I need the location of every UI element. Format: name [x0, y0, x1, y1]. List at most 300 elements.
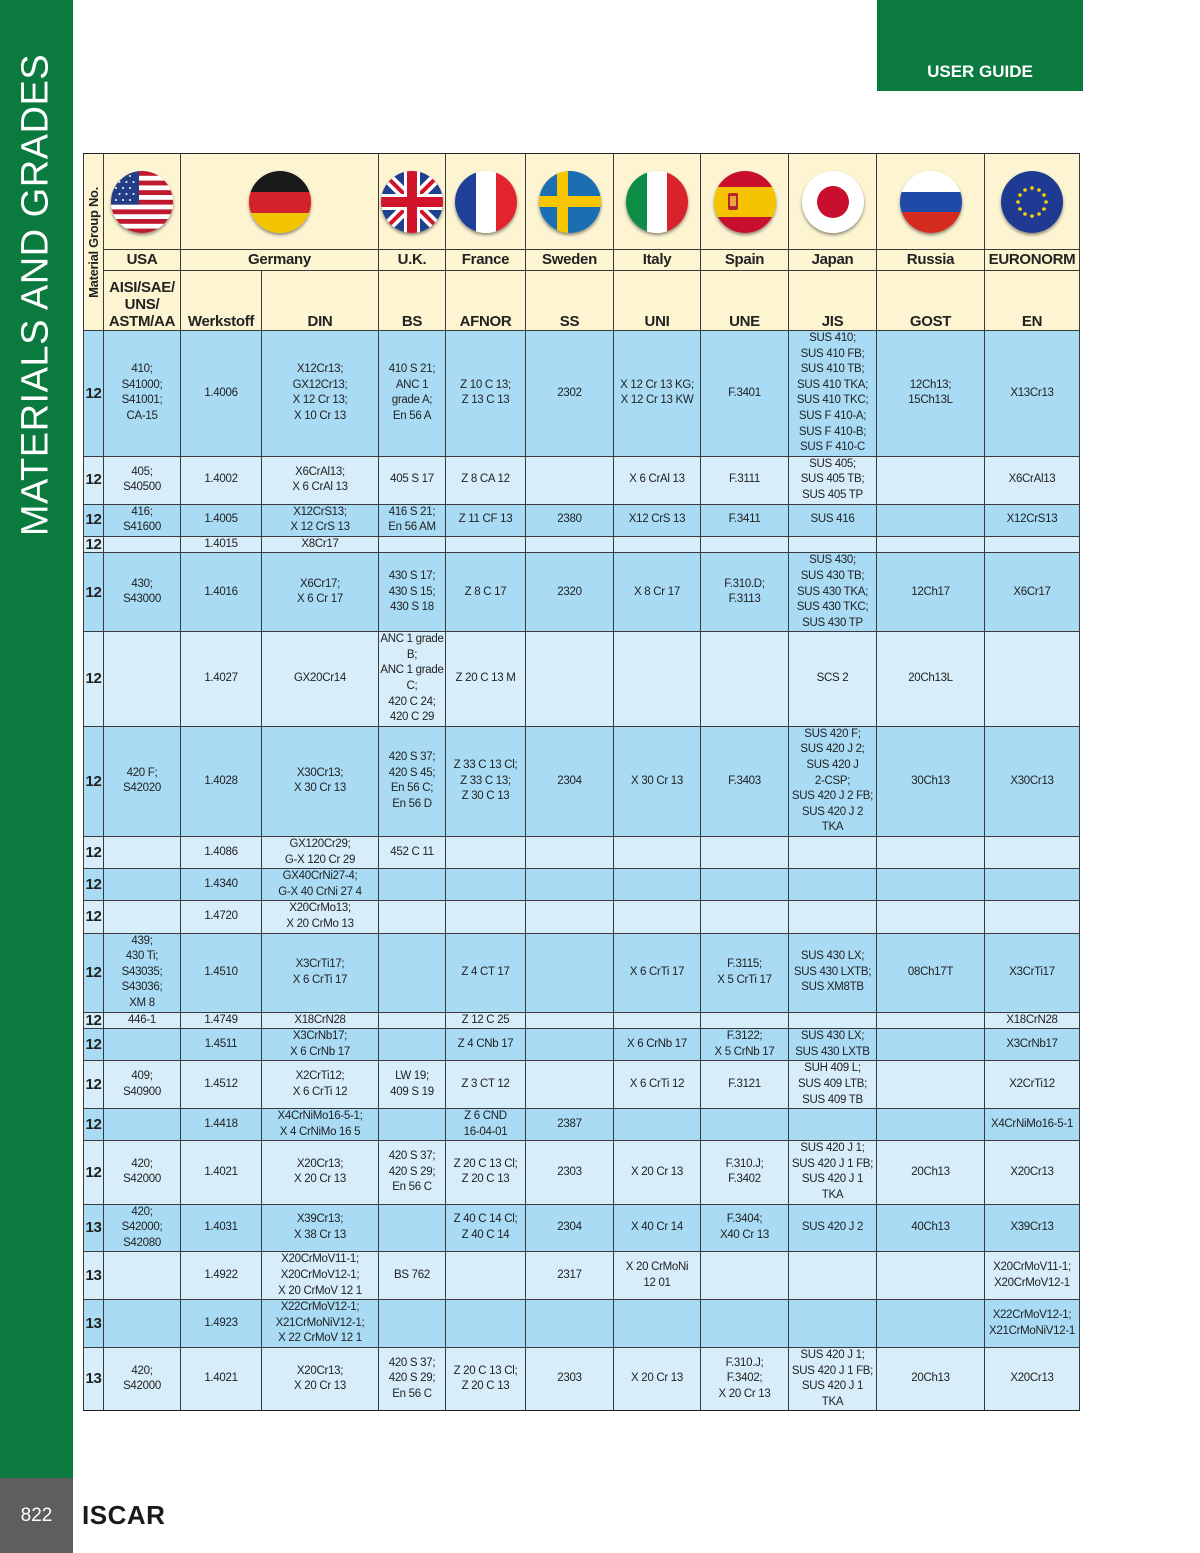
grade-cell: Z 6 CND 16-04-01	[446, 1109, 526, 1141]
standard-header: Werkstoff	[181, 271, 262, 331]
grade-cell	[877, 869, 985, 901]
material-group-cell: 12	[84, 869, 104, 901]
grade-cell: 12Ch17	[877, 553, 985, 632]
grade-cell	[789, 1012, 877, 1029]
grade-cell	[701, 1109, 789, 1141]
material-group-cell: 12	[84, 1029, 104, 1061]
grade-cell	[877, 1061, 985, 1109]
grade-cell: 430; S43000	[104, 553, 181, 632]
grade-cell: F.3403	[701, 726, 789, 836]
standard-header: DIN	[262, 271, 379, 331]
standard-header: AISI/SAE/ UNS/ ASTM/AA	[104, 271, 181, 331]
material-group-cell: 12	[84, 901, 104, 933]
grade-cell: 2302	[526, 331, 614, 457]
grade-cell: 2380	[526, 504, 614, 536]
spain-flag-cell	[701, 154, 789, 250]
grade-cell: 2304	[526, 1204, 614, 1252]
grade-cell	[104, 1109, 181, 1141]
standard-header: BS	[379, 271, 446, 331]
grade-cell: X20Cr13	[985, 1348, 1080, 1411]
table-row	[84, 1029, 1080, 1061]
grade-cell: 1.4031	[181, 1204, 262, 1252]
grade-cell: 420 S 37; 420 S 29; En 56 C	[379, 1141, 446, 1204]
material-group-cell: 12	[84, 504, 104, 536]
grade-cell: 452 C 11	[379, 837, 446, 869]
grade-cell: X20CrMoV11-1; X20CrMoV12-1; X 20 CrMoV 12 1	[262, 1252, 379, 1300]
grade-cell	[614, 632, 701, 727]
grade-cell: X 6 CrNb 17	[614, 1029, 701, 1061]
grade-cell	[701, 837, 789, 869]
italy-flag-cell	[614, 154, 701, 250]
standard-header: SS	[526, 271, 614, 331]
grade-cell: Z 11 CF 13	[446, 504, 526, 536]
grade-cell	[877, 456, 985, 504]
material-group-label: Material Group No.	[86, 186, 101, 298]
grade-cell	[379, 536, 446, 553]
material-group-cell: 12	[84, 553, 104, 632]
country-japan: Japan	[789, 250, 877, 271]
grade-cell: SCS 2	[789, 632, 877, 727]
table-row	[84, 901, 1080, 933]
grade-cell: F.3111	[701, 456, 789, 504]
grade-cell	[379, 1109, 446, 1141]
grade-cell: X6CrAl13; X 6 CrAl 13	[262, 456, 379, 504]
grade-cell: 08Ch17T	[877, 933, 985, 1012]
grade-cell: Z 8 C 17	[446, 553, 526, 632]
grade-cell	[526, 632, 614, 727]
grade-cell: BS 762	[379, 1252, 446, 1300]
standard-header: UNI	[614, 271, 701, 331]
grade-cell	[104, 869, 181, 901]
material-group-cell: 12	[85, 535, 102, 553]
table-row	[84, 632, 1080, 727]
uk-flag-cell	[379, 154, 446, 250]
grade-cell: X 6 CrTi 12	[614, 1061, 701, 1109]
grade-cell	[446, 536, 526, 553]
grade-cell	[379, 869, 446, 901]
grade-cell: Z 4 CT 17	[446, 933, 526, 1012]
standard-header: JIS	[789, 271, 877, 331]
grade-cell: 420; S42000	[104, 1141, 181, 1204]
standard-header: UNE	[701, 271, 789, 331]
grade-cell: SUS 416	[789, 504, 877, 536]
table-row	[84, 1348, 1080, 1411]
grade-cell: 1.4006	[181, 331, 262, 457]
grade-cell: X 12 Cr 13 KG; X 12 Cr 13 KW	[614, 331, 701, 457]
russia-flag-icon	[900, 171, 962, 233]
grade-cell	[104, 837, 181, 869]
grade-cell: X12Cr13; GX12Cr13; X 12 Cr 13; X 10 Cr 13	[262, 331, 379, 457]
standard-header: AFNOR	[446, 271, 526, 331]
grade-cell	[104, 1029, 181, 1061]
country-uk: U.K.	[379, 250, 446, 271]
grade-cell	[446, 1300, 526, 1348]
grade-cell: 1.4016	[181, 553, 262, 632]
grade-cell: 2317	[526, 1252, 614, 1300]
grade-cell	[877, 1012, 985, 1029]
material-group-cell: 12	[84, 1109, 104, 1141]
grade-cell	[614, 869, 701, 901]
grade-cell: Z 12 C 25	[446, 1012, 526, 1029]
grade-cell: 2320	[526, 553, 614, 632]
grade-cell: Z 8 CA 12	[446, 456, 526, 504]
grade-cell: X20Cr13; X 20 Cr 13	[262, 1348, 379, 1411]
grade-cell: X 20 Cr 13	[614, 1348, 701, 1411]
table-row	[84, 726, 1080, 836]
grade-cell: SUS 430 LX; SUS 430 LXTB; SUS XM8TB	[789, 933, 877, 1012]
grade-cell	[104, 1300, 181, 1348]
grade-cell: SUS 420 J 1; SUS 420 J 1 FB; SUS 420 J 1 TKA	[789, 1348, 877, 1411]
table-row	[84, 1204, 1080, 1252]
sweden-flag-icon	[539, 171, 601, 233]
table-row	[84, 456, 1080, 504]
grade-cell: X13Cr13	[985, 331, 1080, 457]
grade-cell: 1.4340	[181, 869, 262, 901]
grade-cell: 420; S42000; S42080	[104, 1204, 181, 1252]
japan-flag-cell	[789, 154, 877, 250]
grade-cell: F.3401	[701, 331, 789, 457]
grade-cell: 1.4922	[181, 1252, 262, 1300]
table-row	[84, 837, 1080, 869]
table-row	[84, 1012, 1080, 1029]
country-sweden: Sweden	[526, 250, 614, 271]
country-russia: Russia	[877, 250, 985, 271]
grade-cell	[379, 901, 446, 933]
grade-cell: Z 3 CT 12	[446, 1061, 526, 1109]
user-guide-tab: USER GUIDE	[877, 0, 1083, 91]
grade-cell: 1.4720	[181, 901, 262, 933]
grade-cell: 1.4923	[181, 1300, 262, 1348]
grade-cell	[789, 1300, 877, 1348]
table-row	[84, 1141, 1080, 1204]
country-usa: USA	[104, 250, 181, 271]
grade-cell	[379, 1300, 446, 1348]
grade-cell	[789, 1252, 877, 1300]
grade-cell	[379, 1204, 446, 1252]
grade-cell: 12Ch13; 15Ch13L	[877, 331, 985, 457]
grade-cell: X 40 Cr 14	[614, 1204, 701, 1252]
grade-cell: 1.4005	[181, 504, 262, 536]
grade-cell	[985, 632, 1080, 727]
grade-cell	[104, 536, 181, 553]
france-flag-icon	[455, 171, 517, 233]
grade-cell	[789, 1109, 877, 1141]
grade-cell	[985, 869, 1080, 901]
grade-cell	[614, 837, 701, 869]
grade-cell: 420 S 37; 420 S 45; En 56 C; En 56 D	[379, 726, 446, 836]
grade-cell: 420 F; S42020	[104, 726, 181, 836]
grade-cell: 405; S40500	[104, 456, 181, 504]
grade-cell: X6Cr17	[985, 553, 1080, 632]
grade-cell: X39Cr13; X 38 Cr 13	[262, 1204, 379, 1252]
grade-cell	[789, 901, 877, 933]
grade-cell: X20Cr13; X 20 Cr 13	[262, 1141, 379, 1204]
grade-cell: Z 33 C 13 Cl; Z 33 C 13; Z 30 C 13	[446, 726, 526, 836]
grade-cell: 410; S41000; S41001; CA-15	[104, 331, 181, 457]
material-group-cell: 12	[84, 726, 104, 836]
grade-cell	[526, 1012, 614, 1029]
grade-cell	[877, 1029, 985, 1061]
material-group-cell: 12	[84, 1141, 104, 1204]
grade-cell: SUS 420 J 1; SUS 420 J 1 FB; SUS 420 J 1 TKA	[789, 1141, 877, 1204]
grade-cell	[526, 1061, 614, 1109]
grade-cell: X3CrTi17; X 6 CrTi 17	[262, 933, 379, 1012]
spain-flag-icon	[714, 171, 776, 233]
country-euronorm: EURONORM	[985, 250, 1080, 271]
grade-cell: SUS 430 LX; SUS 430 LXTB	[789, 1029, 877, 1061]
grade-cell: X3CrTi17	[985, 933, 1080, 1012]
grade-cell	[526, 536, 614, 553]
table-row	[84, 536, 1080, 553]
grade-cell	[379, 1012, 446, 1029]
country-italy: Italy	[614, 250, 701, 271]
germany-flag-icon	[249, 171, 311, 233]
grade-cell	[877, 536, 985, 553]
grade-cell	[614, 1300, 701, 1348]
grade-cell: X30Cr13	[985, 726, 1080, 836]
grade-cell: X12 CrS 13	[614, 504, 701, 536]
grade-cell: X3CrNb17	[985, 1029, 1080, 1061]
grade-cell	[104, 901, 181, 933]
grade-cell: LW 19; 409 S 19	[379, 1061, 446, 1109]
grade-cell: 1.4512	[181, 1061, 262, 1109]
country-germany: Germany	[181, 250, 379, 271]
grade-cell: GX120Cr29; G-X 120 Cr 29	[262, 837, 379, 869]
grade-cell: ANC 1 grade B; ANC 1 grade C; 420 C 24; 420 C 29	[379, 632, 446, 727]
grade-cell: 1.4015	[181, 536, 262, 553]
grade-cell: 1.4028	[181, 726, 262, 836]
italy-flag-icon	[626, 171, 688, 233]
material-group-cell: 13	[84, 1300, 104, 1348]
grade-cell: SUH 409 L; SUS 409 LTB; SUS 409 TB	[789, 1061, 877, 1109]
grade-cell: 30Ch13	[877, 726, 985, 836]
russia-flag-cell	[877, 154, 985, 250]
grade-cell: 1.4021	[181, 1141, 262, 1204]
table-row	[84, 553, 1080, 632]
grade-cell: X 8 Cr 17	[614, 553, 701, 632]
material-group-cell: 13	[84, 1348, 104, 1411]
grade-cell: 2387	[526, 1109, 614, 1141]
grade-cell	[701, 536, 789, 553]
eu-flag-icon	[1001, 171, 1063, 233]
grade-cell: X3CrNb17; X 6 CrNb 17	[262, 1029, 379, 1061]
grade-cell	[526, 869, 614, 901]
grade-cell	[446, 901, 526, 933]
grade-cell: X30Cr13; X 30 Cr 13	[262, 726, 379, 836]
grade-cell: X6Cr17; X 6 Cr 17	[262, 553, 379, 632]
grade-cell: Z 20 C 13 Cl; Z 20 C 13	[446, 1141, 526, 1204]
grade-cell	[985, 536, 1080, 553]
grade-cell: X4CrNiMo16-5-1	[985, 1109, 1080, 1141]
eu-flag-cell	[985, 154, 1080, 250]
standard-header: GOST	[877, 271, 985, 331]
japan-flag-icon	[802, 171, 864, 233]
grade-cell	[104, 632, 181, 727]
grade-cell: Z 10 C 13; Z 13 C 13	[446, 331, 526, 457]
table-row	[84, 504, 1080, 536]
grade-cell	[526, 456, 614, 504]
material-group-cell: 12	[84, 837, 104, 869]
country-france: France	[446, 250, 526, 271]
grade-cell: 430 S 17; 430 S 15; 430 S 18	[379, 553, 446, 632]
material-group-cell: 12	[84, 456, 104, 504]
germany-flag-cell	[181, 154, 379, 250]
grade-cell: 420 S 37; 420 S 29; En 56 C	[379, 1348, 446, 1411]
grade-cell: X4CrNiMo16-5-1; X 4 CrNiMo 16 5	[262, 1109, 379, 1141]
grade-cell: 439; 430 Ti; S43035; S43036; XM 8	[104, 933, 181, 1012]
grade-cell: 20Ch13	[877, 1348, 985, 1411]
country-spain: Spain	[701, 250, 789, 271]
grade-cell: GX40CrNi27-4; G-X 40 CrNi 27 4	[262, 869, 379, 901]
grade-cell: Z 4 CNb 17	[446, 1029, 526, 1061]
uk-flag-icon	[381, 171, 443, 233]
grade-cell: X 20 CrMoNi 12 01	[614, 1252, 701, 1300]
grade-cell: F.310.D; F.3113	[701, 553, 789, 632]
grade-cell	[789, 536, 877, 553]
grade-cell: 1.4749	[181, 1012, 262, 1029]
grade-cell	[701, 1012, 789, 1029]
grade-cell: F.3121	[701, 1061, 789, 1109]
grade-cell: 2303	[526, 1348, 614, 1411]
grade-cell: SUS 420 J 2	[789, 1204, 877, 1252]
grade-cell	[614, 1012, 701, 1029]
grade-cell: X18CrN28	[985, 1012, 1080, 1029]
grade-cell	[701, 632, 789, 727]
grade-cell	[789, 869, 877, 901]
grade-cell: SUS 410; SUS 410 FB; SUS 410 TB; SUS 410 TKA; SUS 410 TKC; SUS F 410-A; SUS F 410-B; SUS F 410-C	[789, 331, 877, 457]
grade-cell: Z 40 C 14 Cl; Z 40 C 14	[446, 1204, 526, 1252]
section-title: MATERIALS AND GRADES	[14, 53, 57, 537]
grade-cell: F.3404; X40 Cr 13	[701, 1204, 789, 1252]
grade-cell	[526, 933, 614, 1012]
grade-cell: 420; S42000	[104, 1348, 181, 1411]
grade-cell: 1.4086	[181, 837, 262, 869]
material-group-cell: 12	[84, 331, 104, 457]
grade-cell	[526, 1029, 614, 1061]
grade-cell	[877, 901, 985, 933]
table-row	[84, 869, 1080, 901]
grade-cell	[614, 1109, 701, 1141]
grade-cell: 405 S 17	[379, 456, 446, 504]
grade-cell: 1.4511	[181, 1029, 262, 1061]
grade-cell: 446-1	[104, 1012, 181, 1029]
usa-flag-cell	[104, 154, 181, 250]
grade-cell	[379, 1029, 446, 1061]
grade-cell: X2CrTi12	[985, 1061, 1080, 1109]
grade-cell: X6CrAl13	[985, 456, 1080, 504]
grade-cell: 20Ch13	[877, 1141, 985, 1204]
grade-cell: 40Ch13	[877, 1204, 985, 1252]
grade-cell	[701, 901, 789, 933]
grade-cell: X2CrTi12; X 6 CrTi 12	[262, 1061, 379, 1109]
grade-cell: X20CrMo13; X 20 CrMo 13	[262, 901, 379, 933]
grade-cell: 1.4021	[181, 1348, 262, 1411]
table-row	[84, 1252, 1080, 1300]
grade-cell: X22CrMoV12-1; X21CrMoNiV12-1; X 22 CrMoV 12 1	[262, 1300, 379, 1348]
brand-logo: ISCAR	[82, 1500, 166, 1530]
grade-cell: F.3122; X 5 CrNb 17	[701, 1029, 789, 1061]
grade-cell: SUS 405; SUS 405 TB; SUS 405 TP	[789, 456, 877, 504]
grade-cell: X 20 Cr 13	[614, 1141, 701, 1204]
grade-cell	[446, 869, 526, 901]
grade-cell: X39Cr13	[985, 1204, 1080, 1252]
material-group-cell: 12	[84, 1061, 104, 1109]
grade-cell	[526, 1300, 614, 1348]
grade-cell: SUS 420 F; SUS 420 J 2; SUS 420 J 2-CSP; SUS 420 J 2 FB; SUS 420 J 2 TKA	[789, 726, 877, 836]
grade-cell: X12CrS13	[985, 504, 1080, 536]
france-flag-cell	[446, 154, 526, 250]
grade-cell: X20CrMoV11-1; X20CrMoV12-1	[985, 1252, 1080, 1300]
grade-cell: 1.4418	[181, 1109, 262, 1141]
grade-cell	[877, 1252, 985, 1300]
grade-cell: X18CrN28	[262, 1012, 379, 1029]
table-row	[84, 1300, 1080, 1348]
grade-cell	[701, 1300, 789, 1348]
grade-cell	[446, 837, 526, 869]
grade-cell	[877, 504, 985, 536]
grade-cell	[379, 933, 446, 1012]
grade-cell	[446, 1252, 526, 1300]
grade-cell	[701, 869, 789, 901]
material-group-cell: 12	[84, 632, 104, 727]
grade-cell	[526, 837, 614, 869]
grade-cell: F.3411	[701, 504, 789, 536]
page-number: 822	[0, 1478, 73, 1553]
grade-cell: SUS 430; SUS 430 TB; SUS 430 TKA; SUS 430 TKC; SUS 430 TP	[789, 553, 877, 632]
grade-cell	[526, 901, 614, 933]
grade-cell	[877, 1300, 985, 1348]
grade-cell: 416 S 21; En 56 AM	[379, 504, 446, 536]
grade-cell: 409; S40900	[104, 1061, 181, 1109]
grade-cell: 1.4510	[181, 933, 262, 1012]
grade-cell: 2304	[526, 726, 614, 836]
usa-flag-icon	[111, 171, 173, 233]
grade-cell: X8Cr17	[262, 536, 379, 553]
grade-cell: 1.4002	[181, 456, 262, 504]
grade-cell	[985, 837, 1080, 869]
grade-cell: X22CrMoV12-1; X21CrMoNiV12-1	[985, 1300, 1080, 1348]
grade-cell	[104, 1252, 181, 1300]
grade-cell: F.310.J; F.3402; X 20 Cr 13	[701, 1348, 789, 1411]
grade-cell: 416; S41600	[104, 504, 181, 536]
material-group-cell: 13	[84, 1204, 104, 1252]
grade-cell: X 6 CrAl 13	[614, 456, 701, 504]
grade-cell	[614, 536, 701, 553]
grade-cell: 2303	[526, 1141, 614, 1204]
grade-cell: F.310.J; F.3402	[701, 1141, 789, 1204]
grade-cell: 1.4027	[181, 632, 262, 727]
materials-grades-table	[83, 153, 1080, 1411]
table-row	[84, 1109, 1080, 1141]
grade-cell: 410 S 21; ANC 1 grade A; En 56 A	[379, 331, 446, 457]
grade-cell	[614, 901, 701, 933]
grade-cell: X 6 CrTi 17	[614, 933, 701, 1012]
grade-cell	[789, 837, 877, 869]
grade-cell	[985, 901, 1080, 933]
grade-cell: F.3115; X 5 CrTi 17	[701, 933, 789, 1012]
material-group-cell: 12	[85, 1011, 102, 1029]
grade-cell	[701, 1252, 789, 1300]
table-row	[84, 331, 1080, 457]
standard-header: EN	[985, 271, 1080, 331]
grade-cell: Z 20 C 13 Cl; Z 20 C 13	[446, 1348, 526, 1411]
grade-cell: X 30 Cr 13	[614, 726, 701, 836]
sweden-flag-cell	[526, 154, 614, 250]
material-group-header	[84, 154, 104, 331]
grade-cell: X12CrS13; X 12 CrS 13	[262, 504, 379, 536]
grade-cell	[877, 837, 985, 869]
table-row	[84, 1061, 1080, 1109]
